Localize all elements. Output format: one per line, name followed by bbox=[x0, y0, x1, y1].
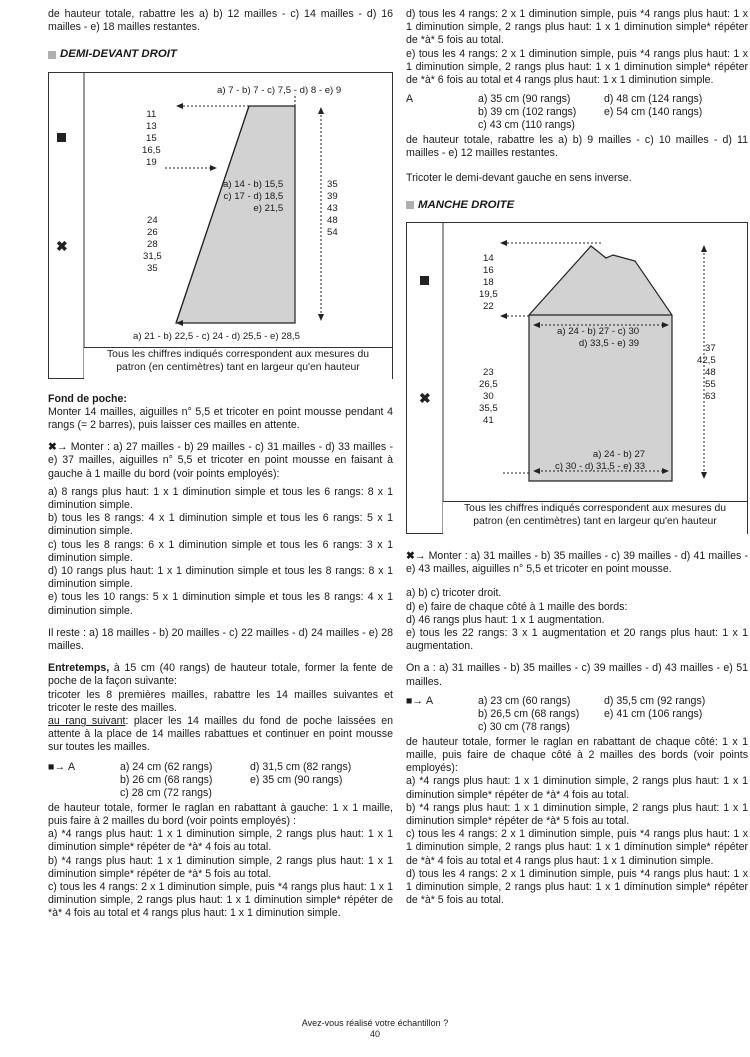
list-abc: a) b) c) tricoter droit. bbox=[406, 587, 502, 600]
dim-right: 37 42,5 48 55 63 bbox=[697, 343, 716, 403]
footer-text: Avez-vous réalisé votre échantillon ? bbox=[301, 1018, 449, 1028]
fond-title: Fond de poche: bbox=[48, 392, 127, 405]
list1-b: b) tous les 8 rangs: 4 x 1 diminution simple et tous les 6 rangs: 5 x 1 diminution simple. bbox=[48, 512, 393, 538]
cross-arrow-icon: ✖→ bbox=[48, 441, 71, 454]
rang-suivant-paragraph: au rang suivant: placer les 14 mailles du fond de poche laissées en attente à la place de 14 mailles rabattues et continuer en point mousse sur toutes les mailles. bbox=[48, 715, 393, 754]
cross-marker-icon: ✖ bbox=[56, 237, 68, 254]
list-e: e) tous les 22 rangs: 3 x 1 augmentation et 20 rangs plus haut: 1 x 1 augmentation. bbox=[406, 627, 748, 653]
entretemps-2: tricoter les 8 premières mailles, rabattre les 14 mailles suivantes et tricoter le reste des mailles. bbox=[48, 688, 393, 714]
monter-paragraph: ✖→ Monter : a) 27 mailles - b) 29 mailles - c) 31 mailles - d) 33 mailles - e) 37 mailles, aiguilles n° 5,5 et tricoter en point mousse en faisant à gauche à 1 maille du bord (voir points employés): bbox=[48, 441, 393, 480]
list1-d: d) 10 rangs plus haut: 1 x 1 diminution simple et tous les 8 rangs: 8 x 1 diminution simple. bbox=[48, 565, 393, 591]
dim-right: 35 39 43 48 54 bbox=[327, 178, 338, 238]
entretemps-paragraph: Entretemps, à 15 cm (40 rangs) de hauteur totale, former la fente de poche de la façon suivante: bbox=[48, 662, 393, 688]
section-title-text: DEMI-DEVANT DROIT bbox=[60, 48, 177, 61]
dim-left-lower: 24 26 28 31,5 35 bbox=[143, 214, 162, 274]
list1-c: c) tous les 8 rangs: 6 x 1 diminution simple et tous les 6 rangs: 3 x 1 diminution simple. bbox=[48, 538, 393, 564]
dim-top: a) 7 - b) 7 - c) 7,5 - d) 8 - e) 9 bbox=[217, 84, 342, 96]
list-d2: d) tous les 4 rangs: 2 x 1 diminution simple, puis *4 rangs plus haut: 1 x 1 diminution simple, 2 rangs plus haut: 1 x 1 diminution simple* répéter de *à* 5 fois au total. bbox=[406, 867, 748, 907]
section-title-text: MANCHE DROITE bbox=[418, 198, 515, 211]
diagram-demi-devant bbox=[48, 72, 393, 379]
square-arrow-icon: ■→ bbox=[48, 760, 68, 773]
list1-e: e) tous les 10 rangs: 5 x 1 diminution simple et tous les 8 rangs: 4 x 1 diminution simple. bbox=[48, 591, 393, 617]
rabattre-paragraph: de hauteur totale, rabattre les a) b) 9 mailles - c) 10 mailles - d) 11 mailles - e) 12 mailles restantes. bbox=[406, 134, 748, 160]
diagram-manche bbox=[406, 222, 748, 534]
reste-paragraph: Il reste : a) 18 mailles - b) 20 mailles - c) 22 mailles - d) 24 mailles - e) 28 mailles. bbox=[48, 626, 393, 653]
list-c: c) tous les 4 rangs: 2 x 1 diminution simple, puis *4 rangs plus haut: 1 x 1 diminution simple, 2 rangs plus haut: 1 x 1 diminution simple* répéter de *à* 4 fois au total et 4 rangs plus haut: 1 x 1 diminution simple. bbox=[406, 828, 748, 867]
dim-left-upper: 14 16 18 19,5 22 bbox=[479, 253, 498, 313]
section-title-demi-devant bbox=[48, 48, 393, 61]
fond-text: Monter 14 mailles, aiguilles n° 5,5 et tricoter en point mousse pendant 4 rangs (= 2 barres), puis laisser ces mailles en attente. bbox=[48, 405, 393, 432]
measure-block-1: ■→ A a) 24 cm (62 rangs) d) 31,5 cm (82 rangs) b) 26 cm (68 rangs) e) 35 cm (90 rangs) c) 28 cm (72 rangs) bbox=[48, 760, 352, 799]
list-b: b) *4 rangs plus haut: 1 x 1 diminution simple, 2 rangs plus haut: 1 x 1 diminution simple* répéter de *à* 5 fois au total. bbox=[406, 801, 748, 828]
dim-left-lower: 23 26,5 30 35,5 41 bbox=[479, 367, 498, 427]
inverse-paragraph: Tricoter le demi-devant gauche en sens inverse. bbox=[406, 171, 632, 184]
list2-b: b) *4 rangs plus haut: 1 x 1 diminution simple, 2 rangs plus haut: 1 x 1 diminution simple* répéter de *à* 5 fois au total. bbox=[48, 854, 393, 880]
list2-a: a) *4 rangs plus haut: 1 x 1 diminution simple, 2 rangs plus haut: 1 x 1 diminution simple* répéter de *à* 4 fois au total. bbox=[48, 828, 393, 854]
on-a-paragraph: On a : a) 31 mailles - b) 35 mailles - c) 39 mailles - d) 43 mailles - e) 51 mailles. bbox=[406, 662, 748, 688]
list1-a: a) 8 rangs plus haut: 1 x 1 diminution simple et tous les 6 rangs: 8 x 1 diminution simple. bbox=[48, 485, 393, 512]
square-marker-icon bbox=[57, 133, 66, 142]
left-column bbox=[48, 8, 393, 921]
cross-arrow-icon: ✖→ bbox=[406, 550, 429, 563]
diagram-caption: Tous les chiffres indiqués correspondent aux mesures du patron (en centimètres) tant en largeur qu'en hauteur bbox=[443, 501, 747, 534]
right-column bbox=[406, 8, 748, 908]
section-square-icon bbox=[406, 201, 414, 209]
dim-left-upper: 11 13 15 16,5 19 bbox=[142, 108, 161, 168]
dim-width-bottom: a) 24 - b) 27 c) 30 - d) 31,5 - e) 33 bbox=[555, 449, 646, 473]
square-marker-icon bbox=[420, 276, 429, 285]
cross-marker-icon: ✖ bbox=[419, 390, 431, 407]
list2-c: c) tous les 4 rangs: 2 x 1 diminution simple, puis *4 rangs plus haut: 1 x 1 diminution simple, 2 rangs plus haut: 1 x 1 diminution simple* répéter de *à* 4 fois au total et 4 rangs plus haut: 1 x 1 diminution simple. bbox=[48, 880, 393, 920]
page-footer bbox=[0, 1018, 750, 1040]
measure-block-2: A a) 35 cm (90 rangs) d) 48 cm (124 rangs) b) 39 cm (102 rangs) e) 54 cm (140 rangs) c) 43 cm (110 rangs) bbox=[406, 93, 703, 132]
diagram-svg bbox=[407, 223, 747, 533]
dim-width-top: a) 24 - b) 27 - c) 30 d) 33,5 - e) 39 bbox=[557, 326, 640, 350]
right-d-paragraph: d) tous les 4 rangs: 2 x 1 diminution simple, puis *4 rangs plus haut: 1 x 1 diminution simple, 2 rangs plus haut: 1 x 1 diminution simple* répéter de *à* 5 fois au total. bbox=[406, 8, 748, 47]
paragraph-top: de hauteur totale, rabattre les a) b) 12 mailles - c) 14 mailles - d) 16 mailles - e) 18 mailles restantes. bbox=[48, 8, 393, 34]
raglan-paragraph: de hauteur totale, former le raglan en rabattant de chaque côté: 1 x 1 maille, puis faire de chaque côté à 2 mailles des bords (voir points employés): bbox=[406, 735, 748, 775]
monter-paragraph: ✖→ Monter : a) 31 mailles - b) 35 mailles - c) 39 mailles - d) 41 mailles - e) 43 mailles, aiguilles n° 5,5 et tricoter en point mousse. bbox=[406, 550, 748, 576]
pattern-shape bbox=[529, 246, 672, 481]
dim-bottom: a) 21 - b) 22,5 - c) 24 - d) 25,5 - e) 28,5 bbox=[133, 330, 300, 342]
section-title-manche bbox=[406, 199, 748, 212]
measure-block-3: ■→ A a) 23 cm (60 rangs) d) 35,5 cm (92 rangs) b) 26,5 cm (68 rangs) e) 41 cm (106 rangs) c) 30 cm (78 rangs) bbox=[406, 694, 706, 733]
list-d: d) 46 rangs plus haut: 1 x 1 augmentation. bbox=[406, 613, 605, 626]
raglan-paragraph: de hauteur totale, former le raglan en rabattant à gauche: 1 x 1 maille, puis faire à 2 mailles du bord (voir points employés) : bbox=[48, 801, 393, 827]
right-e-paragraph: e) tous les 4 rangs: 2 x 1 diminution simple, puis *4 rangs plus haut: 1 x 1 diminution simple, 2 rangs plus haut: 1 x 1 diminution simple* répéter de *à* 6 fois au total et 4 rangs plus haut: 1 x 1 diminution simple. bbox=[406, 47, 748, 87]
page-number: 40 bbox=[369, 1029, 380, 1039]
square-arrow-icon: ■→ bbox=[406, 694, 426, 707]
dim-middle: a) 14 - b) 15,5 c) 17 - d) 18,5 e) 21,5 bbox=[223, 178, 284, 214]
list-a: a) *4 rangs plus haut: 1 x 1 diminution simple, 2 rangs plus haut: 1 x 1 diminution simple* répéter de *à* 4 fois au total. bbox=[406, 775, 748, 801]
section-square-icon bbox=[48, 51, 56, 59]
diagram-caption: Tous les chiffres indiqués correspondent aux mesures du patron (en centimètres) tant en largeur qu'en hauteur bbox=[84, 347, 392, 379]
list-de: d) e) faire de chaque côté à 1 maille des bords: bbox=[406, 600, 628, 613]
